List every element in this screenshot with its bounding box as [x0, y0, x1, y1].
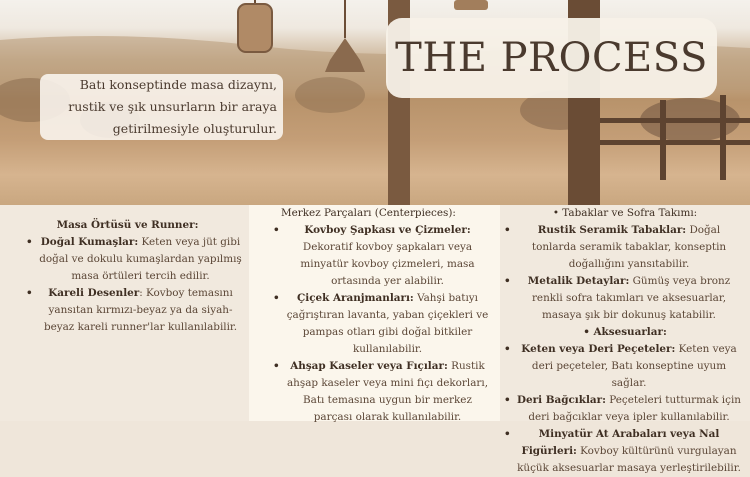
list-item	[273, 290, 492, 358]
section-heading: Merkez Parçaları (Centerpieces):	[281, 207, 456, 219]
hero-photo	[0, 0, 750, 205]
list-item	[26, 234, 245, 285]
bullet-icon: •	[273, 224, 280, 236]
bullet-list	[263, 222, 492, 426]
list-item	[504, 341, 744, 392]
intro-text: Batı konseptinde masa dizaynı, rustik ve şık unsurların bir araya getirilmesiyle oluşturulur.	[68, 77, 277, 136]
item-label: Deri Bağcıklar:	[517, 394, 606, 406]
section-heading	[506, 205, 744, 222]
item-text: : Kovboy temasını yansıtan kırmızı-beyaz ya da siyah-beyaz kareli runner'lar kullanılabilir.	[43, 287, 238, 333]
bullet-icon: •	[504, 343, 511, 355]
item-text: Keten veya jüt gibi doğal ve dokulu kumaşlardan yapılmış masa örtüleri tercih edilir.	[39, 236, 242, 282]
item-label: Çiçek Aranjmanları:	[296, 292, 414, 304]
intro-text-box	[40, 74, 283, 140]
bullet-list	[506, 341, 744, 477]
item-label: Kovboy Şapkası ve Çizmeler:	[304, 224, 471, 236]
bullet-list	[506, 222, 744, 324]
item-label: Rustik Seramik Tabaklar:	[537, 224, 687, 236]
section-heading: Masa Örtüsü ve Runner:	[56, 219, 199, 231]
bullet-icon: •	[504, 394, 511, 406]
bullet-icon: •	[504, 275, 511, 287]
bullet-icon: •	[583, 326, 594, 338]
list-item	[26, 285, 245, 336]
column-centerpieces	[249, 205, 500, 421]
heading-text: Aksesuarlar:	[593, 326, 667, 338]
item-text: Peçeteleri tutturmak için deri bağcıklar veya ipler kullanılabilir.	[528, 394, 741, 423]
item-label: Keten veya Deri Peçeteler:	[521, 343, 676, 355]
list-item	[273, 222, 492, 290]
item-label: Minyatür At Arabaları veya Nal Figürleri:	[521, 428, 720, 457]
bullet-icon: •	[552, 207, 563, 219]
bullet-icon: •	[504, 224, 511, 236]
item-label: Kareli Desenler	[48, 287, 140, 299]
item-text: Vahşi batıyı çağrıştıran lavanta, yaban çiçekleri ve pampas otları gibi doğal bitkiler kullanılabilir.	[286, 292, 489, 355]
bullet-icon: •	[273, 292, 280, 304]
list-item	[273, 358, 492, 426]
item-text: Kovboy kültürünü vurgulayan küçük aksesuarlar masaya yerleştirilebilir.	[517, 445, 741, 474]
bullet-icon: •	[26, 287, 33, 299]
item-text: Rustik ahşap kaseler veya mini fıçı dekorları, Batı temasına uygun bir merkez parçası olarak kullanılabilir.	[286, 360, 488, 423]
item-text: Keten veya deri peçeteler, Batı konseptine uyum sağlar.	[531, 343, 737, 389]
list-item	[504, 273, 744, 324]
bullet-icon: •	[504, 428, 511, 440]
item-text: Dekoratif kovboy şapkaları veya minyatür kovboy çizmeleri, masa ortasında yer alabilir.	[300, 241, 475, 287]
bullet-icon: •	[273, 360, 280, 372]
item-label: Doğal Kumaşlar:	[40, 236, 139, 248]
bullet-icon: •	[26, 236, 33, 248]
section-heading	[506, 324, 744, 341]
bullet-list	[10, 234, 245, 336]
heading-text: Tabaklar ve Sofra Takımı:	[562, 207, 698, 219]
column-tableware	[500, 205, 750, 474]
list-item	[504, 426, 744, 477]
item-text: Doğal tonlarda seramik tabaklar, konseptin doğallığını yansıtabilir.	[531, 224, 727, 270]
title-box	[386, 18, 717, 98]
list-item	[504, 222, 744, 273]
list-item	[504, 392, 744, 426]
item-label: Metalik Detaylar:	[527, 275, 630, 287]
column-table-linen	[0, 205, 249, 421]
page-title: THE PROCESS	[395, 35, 708, 81]
item-text: Gümüş veya bronz renkli sofra takımları ve aksesuarlar, masaya şık bir dokunuş katabilir.	[531, 275, 731, 321]
item-label: Ahşap Kaseler veya Fıçılar:	[290, 360, 448, 372]
